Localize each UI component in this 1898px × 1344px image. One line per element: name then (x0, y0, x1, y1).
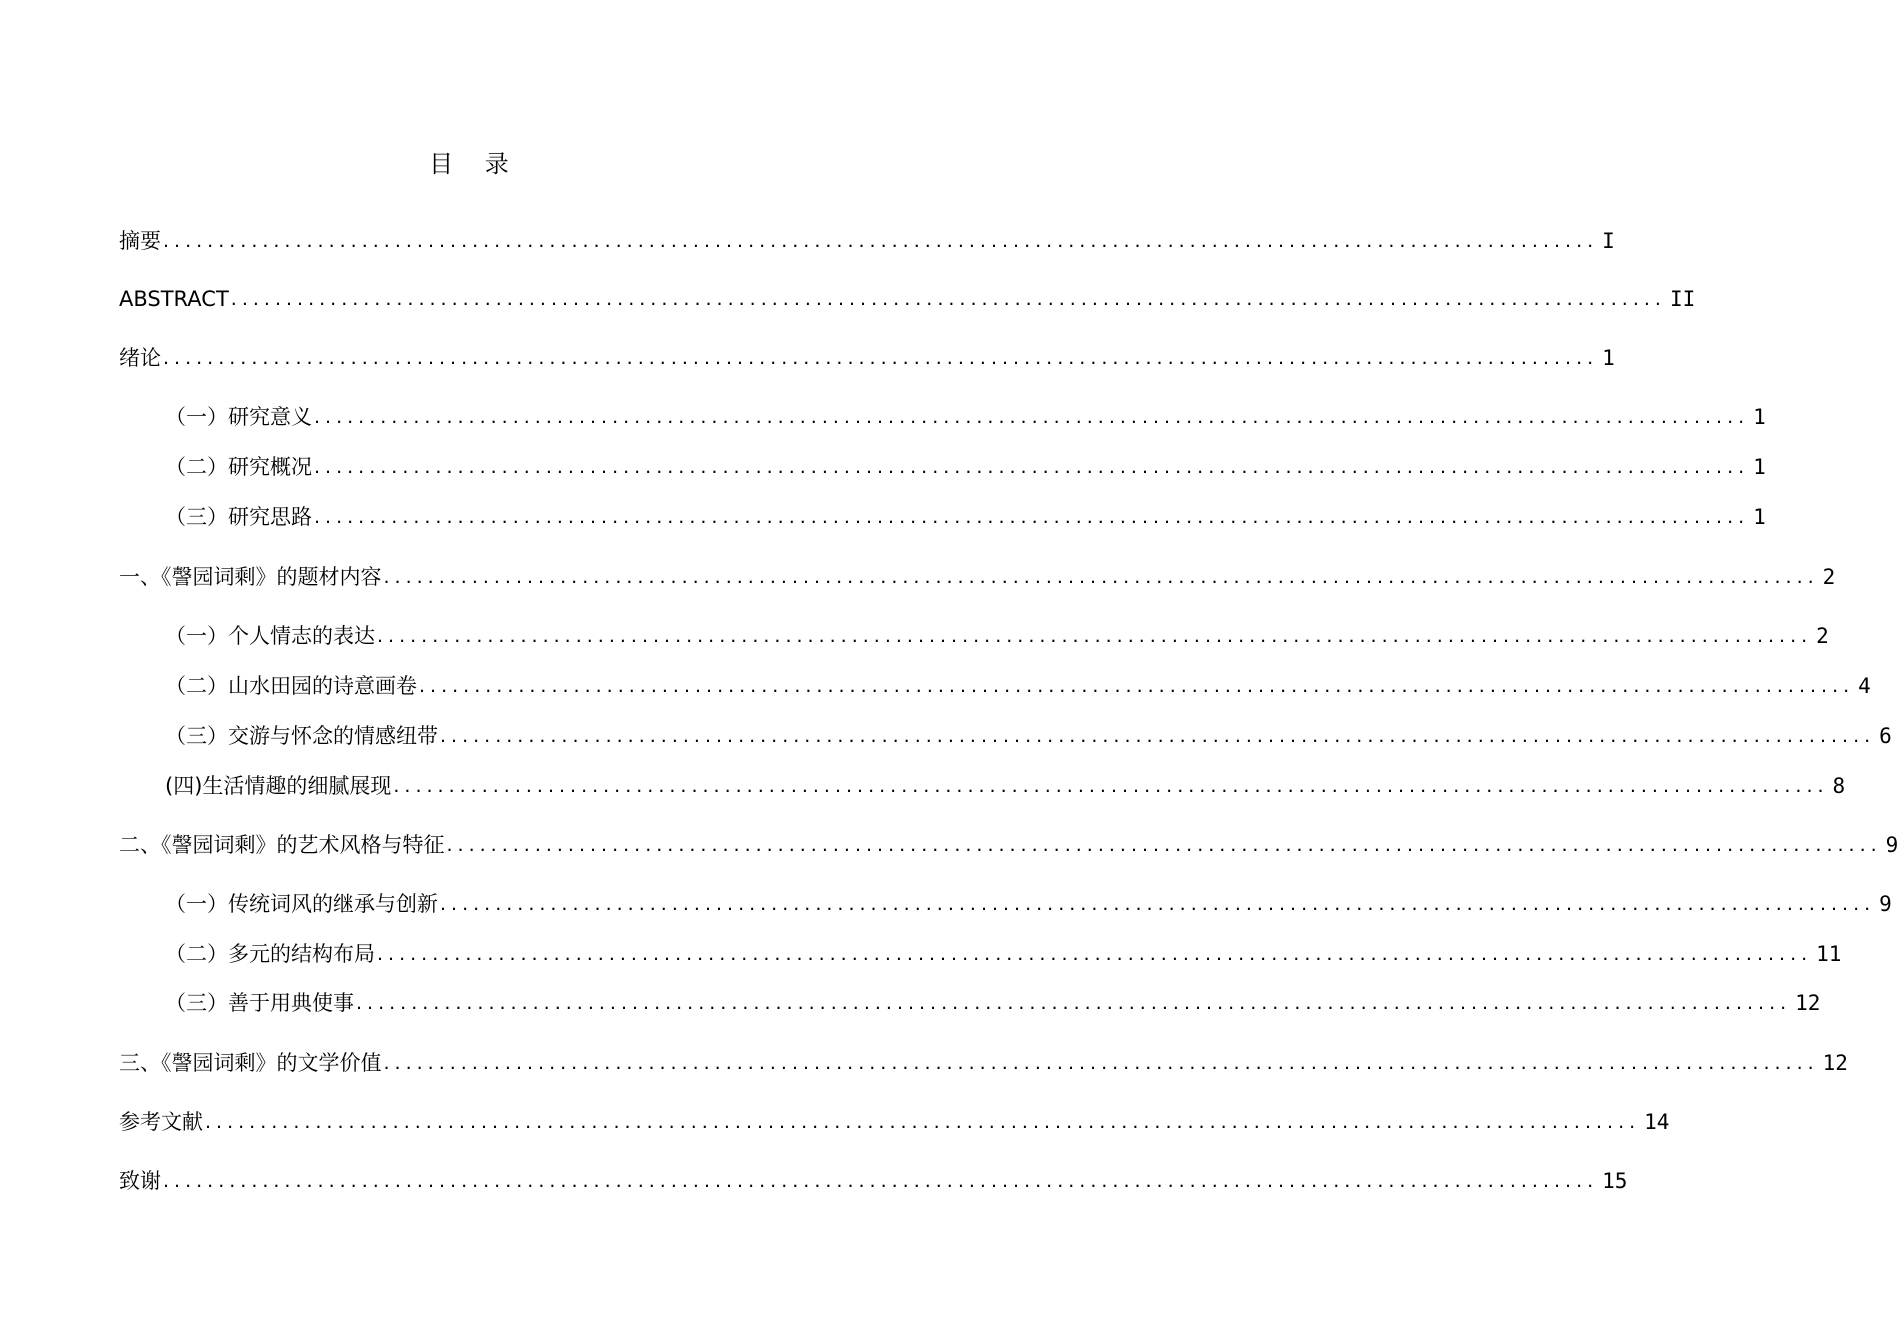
toc-entry-label: （三）善于用典使事 (165, 991, 354, 1015)
toc-dot-leader: .................................................................................................................................. (383, 566, 1819, 588)
toc-entry-research-significance[interactable] (165, 402, 1766, 432)
toc-entry-research-approach[interactable] (165, 502, 1766, 532)
toc-page-number: 1 (1753, 405, 1766, 429)
toc-entry-label: 一、《謦园词剩》的题材内容 (119, 565, 382, 589)
toc-entry-label: （一）个人情志的表达 (165, 624, 375, 648)
toc-entry-label: 致谢 (119, 1169, 161, 1193)
toc-entry-section-2-3[interactable] (165, 988, 1821, 1018)
toc-dot-leader: .................................................................................................................................. (314, 456, 1750, 478)
toc-page-number: 8 (1832, 774, 1846, 798)
toc-entry-label: 绪论 (119, 346, 161, 370)
toc-page-number: 1 (1602, 346, 1615, 370)
toc-page-number: 12 (1795, 991, 1821, 1015)
toc-entry-section-1-2[interactable] (165, 671, 1871, 701)
toc-page-number: 4 (1858, 674, 1871, 698)
toc-page-number: 1 (1753, 455, 1766, 479)
toc-dot-leader: .................................................................................................................................. (440, 893, 1876, 915)
toc-entry-label: （三）研究思路 (165, 505, 312, 529)
toc-dot-leader: .................................................................................................................................. (230, 288, 1666, 310)
toc-dot-leader: .................................................................................................................................. (393, 775, 1829, 797)
toc-entry-research-overview[interactable] (165, 452, 1766, 482)
toc-page-number: 15 (1602, 1169, 1628, 1193)
toc-page-number: II (1669, 287, 1696, 311)
toc-dot-leader: .................................................................................................................................. (205, 1111, 1641, 1133)
toc-entry-acknowledgements[interactable] (119, 1166, 1628, 1196)
toc-dot-leader: .................................................................................................................................. (356, 992, 1792, 1014)
toc-entry-section-2-2[interactable] (165, 939, 1842, 969)
toc-entry-label: 二、《謦园词剩》的艺术风格与特征 (119, 833, 445, 857)
page-title: 目 录 (429, 150, 521, 178)
toc-entry-section-1-3[interactable] (165, 721, 1892, 751)
toc-page-number: 14 (1644, 1110, 1670, 1134)
toc-page-number: 2 (1816, 624, 1829, 648)
toc-page-number: 2 (1822, 565, 1836, 589)
toc-dot-leader: .................................................................................................................................. (314, 506, 1750, 528)
toc-entry-label: （一）研究意义 (165, 405, 312, 429)
toc-dot-leader: .................................................................................................................................. (446, 834, 1882, 856)
toc-entry-label: 参考文献 (119, 1110, 203, 1134)
toc-entry-section-1-1[interactable] (165, 621, 1829, 651)
toc-entry-label: （三）交游与怀念的情感纽带 (165, 724, 438, 748)
toc-entry-label: （二）研究概况 (165, 455, 312, 479)
toc-dot-leader: .................................................................................................................................. (163, 347, 1599, 369)
toc-entry-label: （一）传统词风的继承与创新 (165, 892, 438, 916)
toc-page-number: 9 (1885, 833, 1898, 857)
toc-dot-leader: .................................................................................................................................. (383, 1052, 1819, 1074)
toc-entry-label: （二）山水田园的诗意画卷 (165, 674, 417, 698)
toc-page-number: 1 (1753, 505, 1766, 529)
toc-page-number: 9 (1879, 892, 1892, 916)
toc-entry-label: 三、《謦园词剩》的文学价值 (119, 1051, 382, 1075)
toc-page-number: 11 (1816, 942, 1842, 966)
toc-entry-chapter-3[interactable] (119, 1048, 1848, 1078)
toc-entry-chapter-1[interactable] (119, 562, 1836, 592)
toc-entry-label: (四)生活情趣的细腻展现 (165, 774, 392, 798)
toc-dot-leader: .................................................................................................................................. (314, 406, 1750, 428)
toc-dot-leader: .................................................................................................................................. (163, 230, 1599, 252)
toc-entry-label: 摘要 (119, 229, 161, 253)
toc-entry-label: （二）多元的结构布局 (165, 942, 375, 966)
toc-dot-leader: .................................................................................................................................. (377, 625, 1813, 647)
toc-page-number: 6 (1879, 724, 1892, 748)
toc-dot-leader: .................................................................................................................................. (440, 725, 1876, 747)
toc-page-number: I (1602, 229, 1615, 253)
toc-entry-label: ABSTRACT (119, 287, 229, 311)
toc-entry-introduction[interactable] (119, 343, 1615, 373)
toc-page-number: 12 (1822, 1051, 1848, 1075)
toc-entry-abstract-cn[interactable] (119, 226, 1615, 256)
toc-entry-references[interactable] (119, 1107, 1670, 1137)
toc-entry-section-1-4[interactable] (165, 771, 1846, 801)
toc-entry-chapter-2[interactable] (119, 830, 1898, 860)
toc-dot-leader: .................................................................................................................................. (419, 675, 1855, 697)
toc-dot-leader: .................................................................................................................................. (377, 943, 1813, 965)
toc-entry-section-2-1[interactable] (165, 889, 1892, 919)
toc-entry-abstract-en[interactable] (119, 284, 1696, 314)
toc-dot-leader: .................................................................................................................................. (163, 1170, 1599, 1192)
